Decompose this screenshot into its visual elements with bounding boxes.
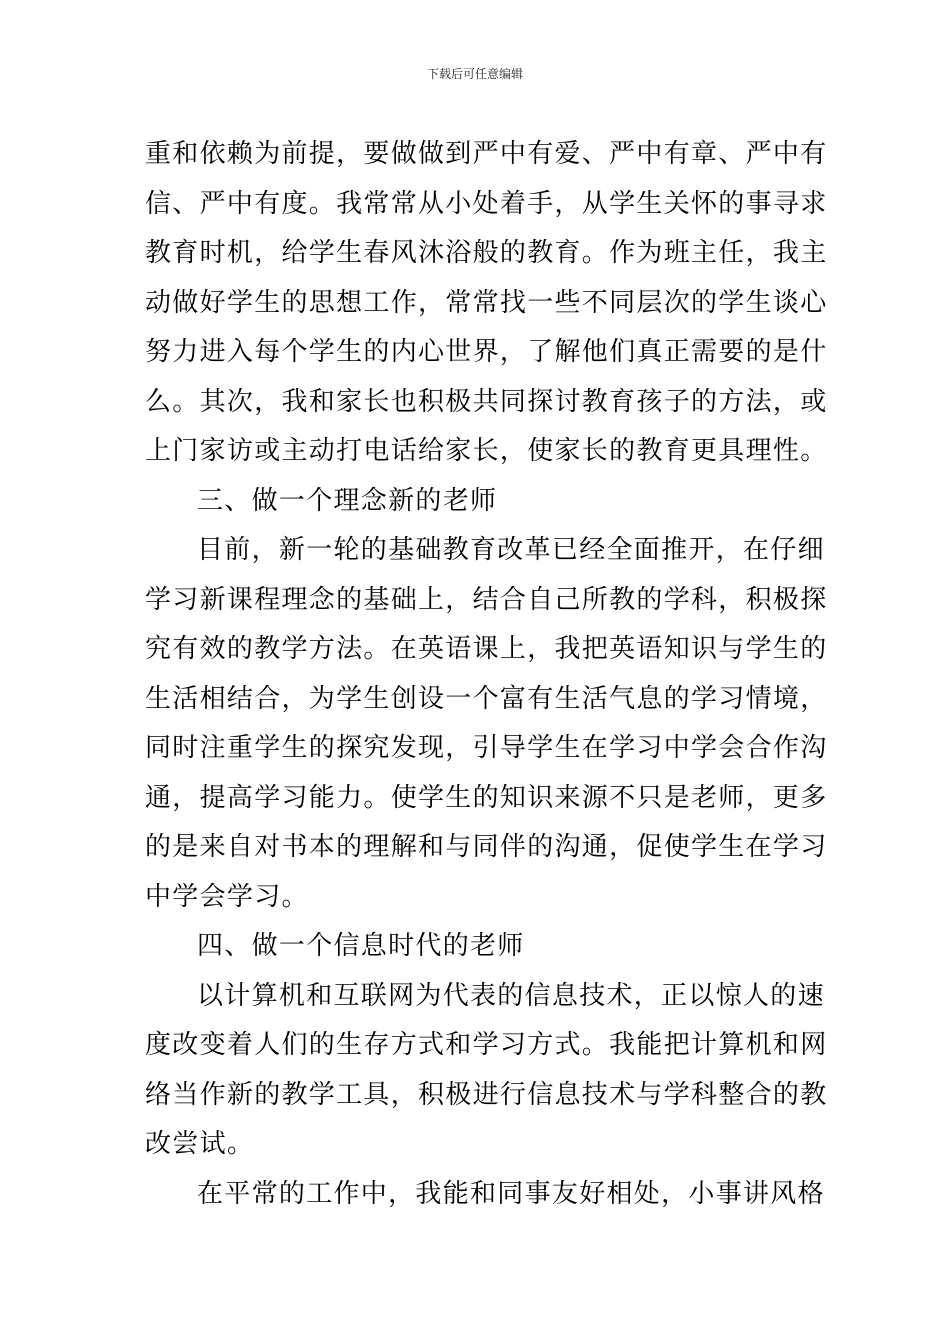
text-line: 信、严中有度。我常常从小处着手，从学生关怀的事寻求 (145, 188, 828, 219)
text-line: 通，提高学习能力。使学生的知识来源不只是老师，更多 (145, 782, 828, 813)
text-line: 努力进入每个学生的内心世界，了解他们真正需要的是什 (145, 337, 828, 367)
text-line: 生活相结合，为学生创设一个富有生活气息的学习情境， (145, 683, 828, 714)
text-line: 重和依赖为前提，要做做到严中有爱、严中有章、严中有 (145, 139, 828, 169)
text-line: 上门家访或主动打电话给家长，使家长的教育更具理性。 (145, 436, 828, 466)
section-heading: 三、做一个理念新的老师 (197, 485, 498, 516)
text-line: 度改变着人们的生存方式和学习方式。我能把计算机和网 (145, 1030, 828, 1060)
text-line: 络当作新的教学工具，积极进行信息技术与学科整合的教 (145, 1079, 828, 1110)
text-line: 动做好学生的思想工作，常常找一些不同层次的学生谈心 (145, 287, 828, 318)
text-line: 学习新课程理念的基础上，结合自己所教的学科，积极探 (145, 584, 828, 615)
document-body (145, 130, 828, 1219)
page-header-note: 下载后可任意编辑 (426, 67, 523, 81)
text-line: 么。其次，我和家长也积极共同探讨教育孩子的方法，或 (145, 386, 828, 417)
text-line: 教育时机，给学生春风沐浴般的教育。作为班主任，我主 (145, 238, 828, 268)
text-line: 在平常的工作中，我能和同事友好相处，小事讲风格 (197, 1178, 825, 1209)
section-heading: 四、做一个信息时代的老师 (197, 931, 525, 961)
text-line: 改尝试。 (145, 1129, 255, 1159)
text-line: 究有效的教学方法。在英语课上，我把英语知识与学生的 (145, 634, 828, 664)
text-line: 同时注重学生的探究发现，引导学生在学习中学会合作沟 (145, 733, 828, 763)
text-line: 以计算机和互联网为代表的信息技术，正以惊人的速 (197, 980, 825, 1011)
text-line: 的是来自对书本的理解和与同伴的沟通，促使学生在学习 (145, 832, 828, 862)
text-line: 中学会学习。 (145, 881, 309, 912)
text-line: 目前，新一轮的基础教育改革已经全面推开，在仔细 (197, 535, 825, 565)
